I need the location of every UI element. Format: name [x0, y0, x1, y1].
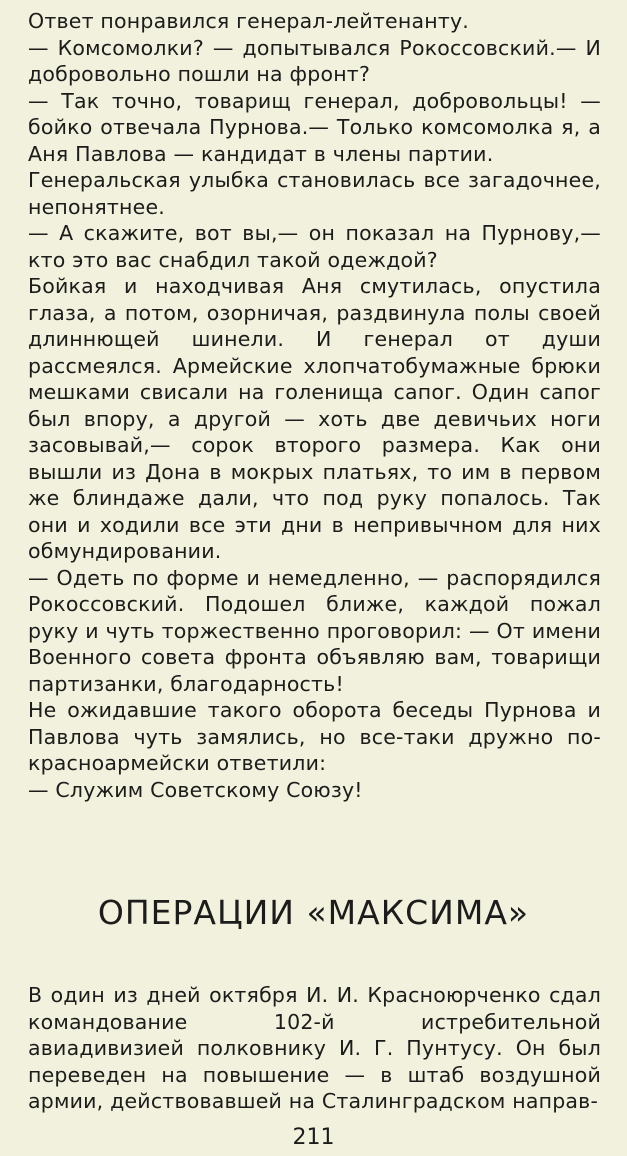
paragraph-5: — А скажите, вот вы,— он показал на Пурнову,— кто это вас снабдил такой одеждой?	[28, 221, 601, 272]
paragraph-1: Ответ понравился генерал-лейтенанту.	[28, 9, 470, 33]
paragraph-2: — Комсомолки? — допытывался Рокоссовский.— И добровольно пошли на фронт?	[28, 35, 601, 86]
paragraph-4: Генеральская улыбка становилась все загадочнее, непонятнее.	[28, 168, 601, 219]
paragraph-6: Бойкая и находчивая Аня смутилась, опустила глаза, а потом, озорничая, раздвинула полы своей длиннющей шинели. И генерал от души рассмеялся. Армейские хлопчатобумажные брюки мешками свисали на голенища сапог. Один сапог был впору, а другой — хоть две девичьих ноги засовывай,— сорок второго размера. Как они вышли из Дона в мокрых платьях, то им в первом же блиндаже дали, что под руку попалось. Так они и ходили все эти дни в непривычном для них обмундировании.	[28, 274, 601, 563]
paragraph-10: В один из дней октября И. И. Красноюрченко сдал командование 102-й истребительной авиадивизией полковнику И. Г. Пунтусу. Он был переведен на повышение — в штаб воздушной армии, действовавшей на Сталинградском направ-	[28, 983, 601, 1113]
paragraph-7: — Одеть по форме и немедленно, — распорядился Рокоссовский. Подошел ближе, каждой пожал руку и чуть торжественно проговорил: — От имени Военного совета фронта объявляю вам, товарищи партизанки, благодарность!	[28, 565, 601, 696]
second-section	[28, 982, 601, 1115]
paragraph-3: — Так точно, товарищ генерал, добровольцы! — бойко отвечала Пурнова.— Только комсомолка я, а Аня Павлова — кандидат в члены партии.	[28, 88, 601, 166]
section-heading: ОПЕРАЦИИ «МАКСИМА»	[97, 893, 530, 932]
page-number: 211	[292, 1125, 335, 1150]
first-section	[28, 8, 601, 803]
paragraph-8: Не ожидавшие такого оборота беседы Пурнова и Павлова чуть замялись, но все-таки дружно по-красноармейски ответили:	[28, 698, 601, 775]
paragraph-9: — Служим Советскому Союзу!	[28, 777, 363, 802]
